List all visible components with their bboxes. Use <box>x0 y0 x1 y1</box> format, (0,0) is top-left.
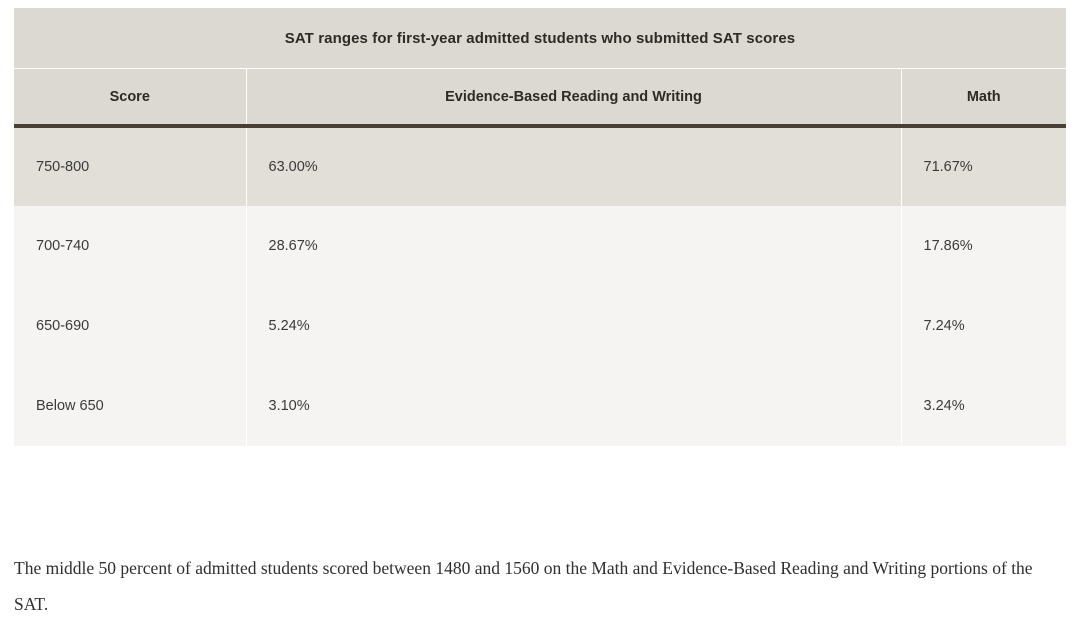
table-caption: SAT ranges for first-year admitted students who submitted SAT scores <box>14 8 1066 69</box>
cell-erw: 3.10% <box>246 366 901 446</box>
cell-math: 7.24% <box>901 286 1066 366</box>
cell-math: 71.67% <box>901 126 1066 206</box>
table-row <box>14 366 1066 446</box>
cell-erw: 63.00% <box>246 126 901 206</box>
cell-score: 750-800 <box>14 126 246 206</box>
sat-ranges-table <box>14 8 1066 446</box>
left-edge-rule <box>13 0 14 502</box>
cell-math: 3.24% <box>901 366 1066 446</box>
table-header-row <box>14 69 1066 126</box>
table-row <box>14 126 1066 206</box>
cell-math: 17.86% <box>901 206 1066 286</box>
table-body <box>14 126 1066 446</box>
cell-score: Below 650 <box>14 366 246 446</box>
cell-erw: 5.24% <box>246 286 901 366</box>
column-header-math: Math <box>901 69 1066 126</box>
sat-ranges-table-container <box>14 8 1066 446</box>
table-head <box>14 69 1066 126</box>
column-header-score: Score <box>14 69 246 126</box>
cell-erw: 28.67% <box>246 206 901 286</box>
table-row <box>14 206 1066 286</box>
middle-fifty-note: The middle 50 percent of admitted students scored between 1480 and 1560 on the Math and Evidence-Based Reading and Writing portions of the SAT. <box>14 557 1033 614</box>
column-header-erw: Evidence-Based Reading and Writing <box>246 69 901 126</box>
cell-score: 700-740 <box>14 206 246 286</box>
table-row <box>14 286 1066 366</box>
cell-score: 650-690 <box>14 286 246 366</box>
